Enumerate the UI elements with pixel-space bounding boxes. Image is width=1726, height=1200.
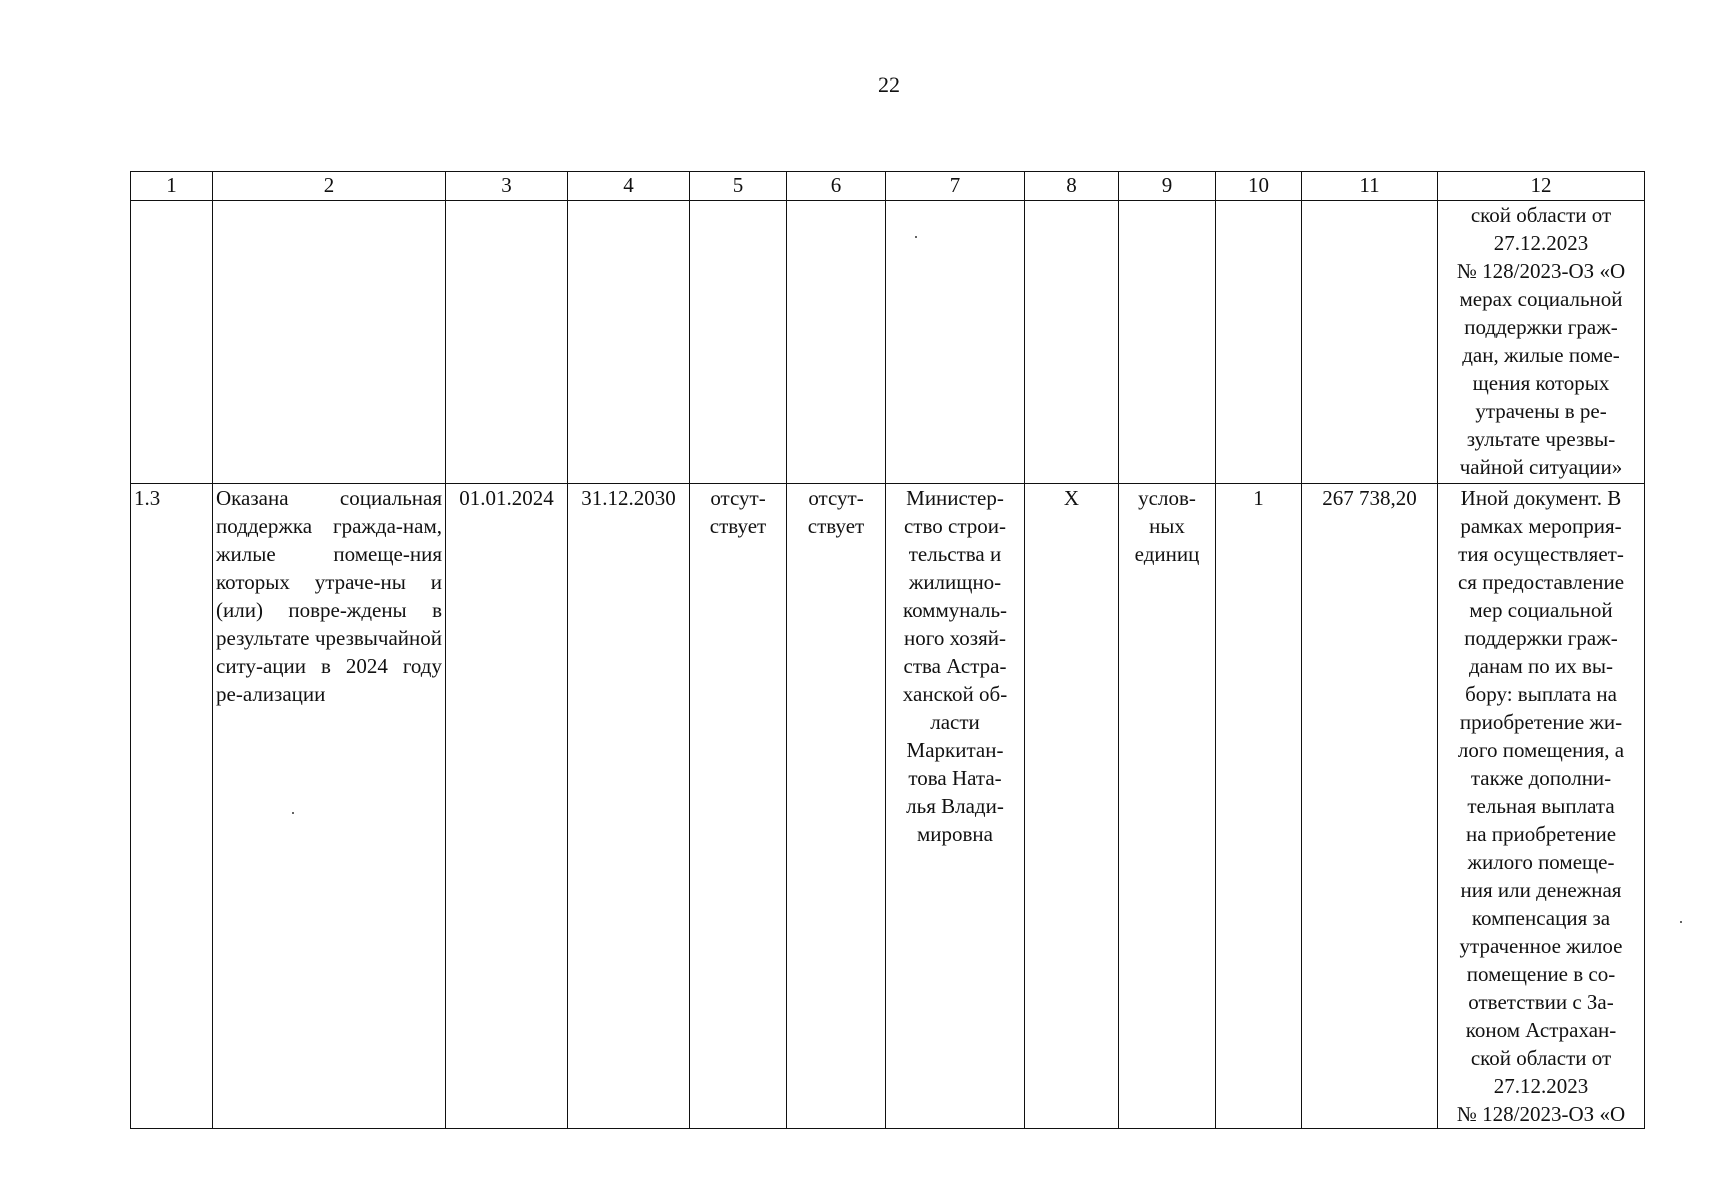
table-cell xyxy=(1119,201,1216,484)
start-date-cell: 01.01.2024 xyxy=(446,484,568,1129)
result-description-cell: Оказана социальная поддержка гражда-нам, жилые помеще-ния которых утраче-ны и (или) повре-ждены в результате чрезвычайной ситу-ации в 2024 году ре-ализации xyxy=(213,484,446,1129)
header-col-1: 1 xyxy=(131,172,213,201)
table-cell xyxy=(131,201,213,484)
row-number-cell: 1.3 xyxy=(131,484,213,1129)
table-cell xyxy=(886,201,1025,484)
table-cell xyxy=(690,201,787,484)
table-row-1-3 xyxy=(131,484,1645,1129)
amount-cell: 267 738,20 xyxy=(1302,484,1438,1129)
page-number: 22 xyxy=(878,72,900,97)
header-col-7: 7 xyxy=(886,172,1025,201)
table-cell xyxy=(568,201,690,484)
header-col-10: 10 xyxy=(1216,172,1302,201)
measures-table xyxy=(130,171,1645,1129)
table-row-continuation xyxy=(131,201,1645,484)
table-cell xyxy=(1302,201,1438,484)
scan-speck xyxy=(1680,921,1682,923)
table-cell xyxy=(1216,201,1302,484)
table-cell xyxy=(213,201,446,484)
header-col-8: 8 xyxy=(1025,172,1119,201)
header-col-9: 9 xyxy=(1119,172,1216,201)
unit-cell: услов- ных единиц xyxy=(1119,484,1216,1129)
header-row xyxy=(131,172,1645,201)
table-cell xyxy=(446,201,568,484)
header-col-4: 4 xyxy=(568,172,690,201)
header-col-2: 2 xyxy=(213,172,446,201)
header-col-11: 11 xyxy=(1302,172,1438,201)
col5-cell: отсут- ствует xyxy=(690,484,787,1129)
header-col-5: 5 xyxy=(690,172,787,201)
document-continuation-cell: ской области от 27.12.2023 № 128/2023-ОЗ «О мерах социальной поддержки граж- дан, жилые поме- щения которых утрачены в ре- зультате чрезвы- чайной ситуации» xyxy=(1438,201,1645,484)
document-cell: Иной документ. В рамках мероприя- тия осуществляет- ся предоставление мер социальной поддержки граж- данам по их вы- бору: выплата на приобретение жи- лого помещения, а также дополни- тельная выплата на приобретение жилого помеще- ния или денежная компенсация за утраченное жилое помещение в со- ответствии с За- коном Астрахан- ской области от 27.12.2023 № 128/2023-ОЗ «О xyxy=(1438,484,1645,1129)
table-cell xyxy=(1025,201,1119,484)
header-col-6: 6 xyxy=(787,172,886,201)
scan-speck xyxy=(915,236,917,238)
scan-speck xyxy=(292,812,294,814)
value-cell: 1 xyxy=(1216,484,1302,1129)
col6-cell: отсут- ствует xyxy=(787,484,886,1129)
end-date-cell: 31.12.2030 xyxy=(568,484,690,1129)
header-col-12: 12 xyxy=(1438,172,1645,201)
table-cell xyxy=(787,201,886,484)
responsible-cell: Министер- ство строи- тельства и жилищно- коммуналь- ного хозяй- ства Астра- ханской об- ласти Маркитан- това Ната- лья Влади- мировна xyxy=(886,484,1025,1129)
header-col-3: 3 xyxy=(446,172,568,201)
col8-cell: Х xyxy=(1025,484,1119,1129)
